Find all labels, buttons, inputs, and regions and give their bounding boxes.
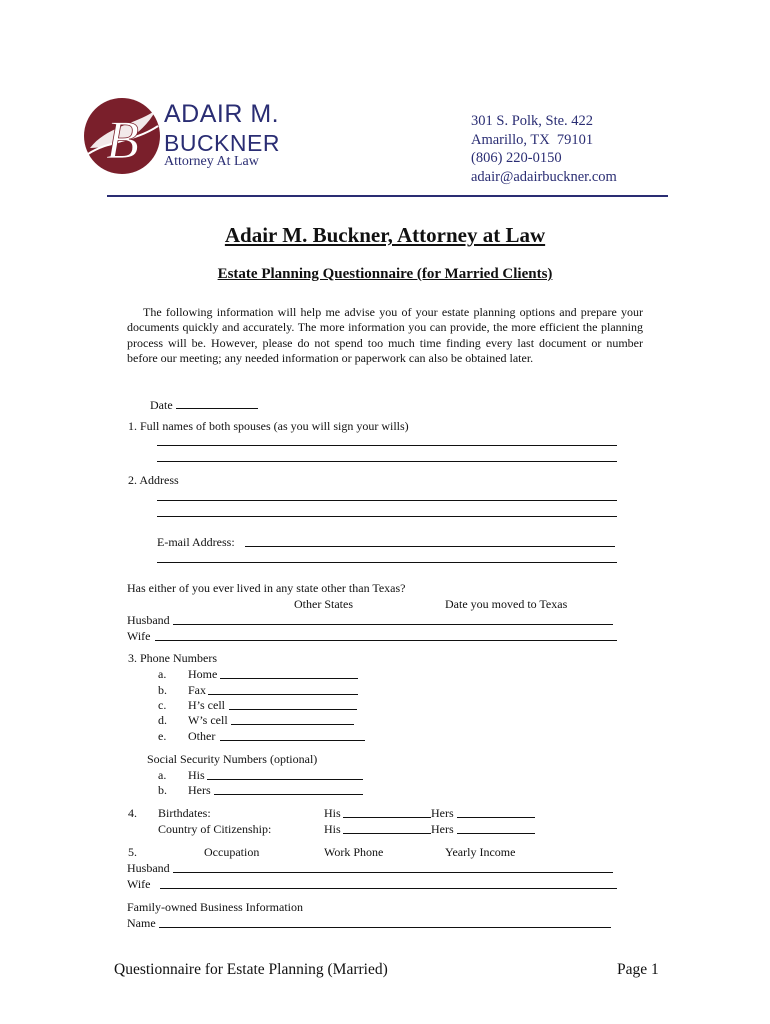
phone-fax-line[interactable] — [208, 694, 358, 695]
firm-logo-emblem — [82, 96, 162, 176]
phone-home-label: Home — [188, 667, 218, 681]
phone-other-line[interactable] — [220, 740, 365, 741]
citizenship-hers-label: Hers — [431, 822, 454, 836]
document-subtitle: Estate Planning Questionnaire (for Married Clients) — [217, 266, 553, 282]
ssn-his-line[interactable] — [207, 779, 363, 780]
phone-home-letter: a. — [158, 667, 167, 681]
wife-occupation-label: Wife — [127, 877, 151, 891]
firm-name-line2: BUCKNER — [164, 130, 280, 156]
email-link[interactable]: adair@adairbuckner.com — [471, 168, 617, 185]
phone-h-cell-line[interactable] — [229, 709, 357, 710]
birthdate-his-line[interactable] — [343, 817, 431, 818]
phone-h-cell-letter: c. — [158, 698, 167, 712]
other-states-header: Other States — [294, 597, 353, 611]
document-title: Adair M. Buckner, Attorney at Law — [224, 223, 546, 247]
ssn-hers-letter: b. — [158, 783, 167, 797]
phone-w-cell-label: W’s cell — [188, 713, 228, 727]
wife-states-label: Wife — [127, 629, 151, 643]
phone-h-cell-label: H’s cell — [188, 698, 225, 712]
citizenship-his-label: His — [324, 822, 341, 836]
footer-page-number: Page 1 — [617, 961, 659, 978]
citizenship-hers-line[interactable] — [457, 833, 535, 834]
q4-number: 4. — [128, 806, 137, 820]
phone-w-cell-letter: d. — [158, 713, 167, 727]
firm-name-line1: ADAIR M. — [164, 100, 280, 128]
phone-other-label: Other — [188, 729, 216, 743]
wife-occupation-line[interactable] — [160, 888, 617, 889]
phone-fax-letter: b. — [158, 683, 167, 697]
street-address: 301 S. Polk, Ste. 422 — [471, 113, 594, 129]
date-line[interactable] — [176, 396, 258, 409]
ssn-his-label: His — [188, 768, 205, 782]
business-name-line[interactable] — [159, 927, 611, 928]
address-line-1[interactable] — [157, 500, 617, 501]
birthdate-his-label: His — [324, 806, 341, 820]
phone-fax-label: Fax — [188, 683, 206, 697]
birthdate-hers-line[interactable] — [457, 817, 535, 818]
intro-paragraph: The following information will help me advise you of your estate planning options and prepare your documents quickly and accurately. The more information you can provide, the more efficient the planning process will be. However, please do not spend too much time finding every last document or number before our meeting; any needed information or paperwork can also be obtained later. — [127, 305, 643, 366]
husband-occupation-label: Husband — [127, 861, 170, 875]
city-state-zip: Amarillo, TX 79101 — [471, 131, 594, 148]
phone-w-cell-line[interactable] — [231, 724, 354, 725]
firm-tagline: Attorney At Law — [164, 154, 259, 169]
email-address-label: E-mail Address: — [157, 535, 235, 549]
q1-answer-line-2[interactable] — [157, 461, 617, 462]
ssn-hers-line[interactable] — [214, 794, 363, 795]
ssn-label: Social Security Numbers (optional) — [147, 752, 318, 766]
date-moved-header: Date you moved to Texas — [445, 597, 568, 611]
header-divider — [107, 195, 668, 197]
work-phone-header: Work Phone — [324, 845, 384, 859]
yearly-income-header: Yearly Income — [445, 845, 516, 859]
husband-states-label: Husband — [127, 613, 170, 627]
q5-number: 5. — [128, 845, 137, 859]
citizenship-his-line[interactable] — [343, 833, 431, 834]
ssn-hers-label: Hers — [188, 783, 211, 797]
birthdate-hers-label: Hers — [431, 806, 454, 820]
address-line-2[interactable] — [157, 516, 617, 517]
phone-number: (806) 220-0150 — [471, 150, 562, 166]
business-info-label: Family-owned Business Information — [127, 900, 303, 914]
phone-other-letter: e. — [158, 729, 167, 743]
birthdates-label: Birthdates: — [158, 806, 211, 820]
phone-home-line[interactable] — [220, 678, 358, 679]
date-field[interactable] — [150, 396, 258, 413]
business-name-label: Name — [127, 916, 156, 930]
logo-letter: B — [106, 110, 139, 170]
q2-label: 2. Address — [128, 473, 179, 487]
husband-occupation-line[interactable] — [173, 872, 613, 873]
address-block — [471, 112, 617, 186]
q1-label: 1. Full names of both spouses (as you will sign your wills) — [128, 419, 409, 433]
wife-states-line[interactable] — [155, 640, 617, 641]
email-address-line[interactable] — [245, 546, 615, 547]
states-question: Has either of you ever lived in any state other than Texas? — [127, 581, 406, 595]
date-label: Date — [150, 398, 173, 412]
ssn-his-letter: a. — [158, 768, 167, 782]
q1-answer-line-1[interactable] — [157, 445, 617, 446]
footer-document-name: Questionnaire for Estate Planning (Married) — [114, 961, 388, 978]
occupation-header: Occupation — [204, 845, 260, 859]
email-extra-line[interactable] — [157, 562, 617, 563]
husband-states-line[interactable] — [173, 624, 613, 625]
q3-label: 3. Phone Numbers — [128, 651, 217, 665]
citizenship-label: Country of Citizenship: — [158, 822, 272, 836]
